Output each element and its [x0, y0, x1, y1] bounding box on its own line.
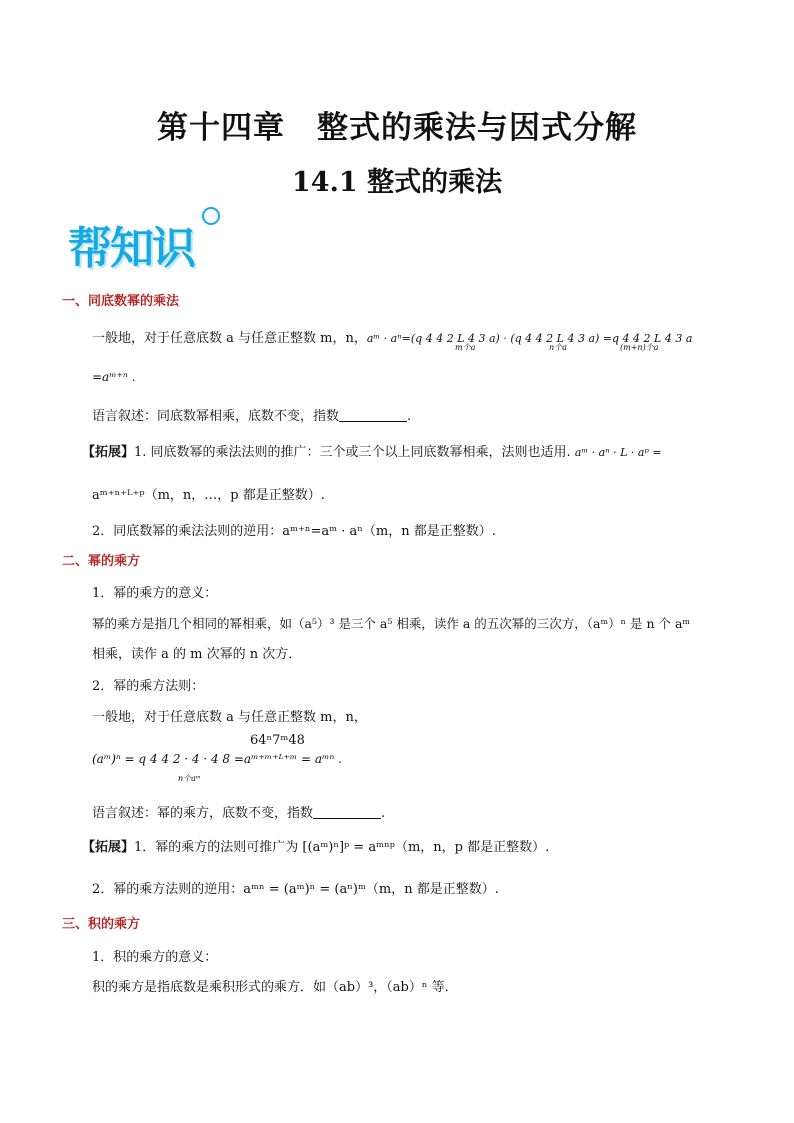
s1-sub-2: n个a — [549, 343, 567, 352]
answer-blank-1[interactable] — [339, 409, 407, 422]
section-heading-2: 二、幂的乘方 — [62, 554, 141, 569]
logo: 帮知识 — [68, 223, 194, 274]
s1-paragraph-3: 语言叙述：同底数幂相乘，底数不变，指数 . — [92, 409, 412, 424]
s1-sub-1: m个a — [455, 343, 476, 352]
s1-paragraph-1: 一般地，对于任意底数 a 与任意正整数 m，n，aᵐ · aⁿ=(q 4 4 2 L 4 3 a) · (q 4 4 2 L 4 3 a) =q 4 4 2 L 4 3 a — [92, 331, 693, 346]
s2-paragraph-5: 一般地，对于任意底数 a 与任意正整数 m，n， — [92, 710, 367, 725]
s1-sub-3: (m+n)个a — [620, 343, 659, 352]
s3-paragraph-2: 积的乘方是指底数是乘积形式的乘方．如（ab）³，（ab）ⁿ 等． — [92, 980, 458, 995]
s2-formula-top: 64ⁿ7ᵐ48 — [250, 733, 305, 748]
s2-paragraph-4: 2．幂的乘方法则： — [92, 679, 205, 694]
section-heading-3: 三、积的乘方 — [62, 917, 141, 932]
s3-paragraph-1: 1．积的乘方的意义： — [92, 950, 218, 965]
s2-paragraph-1: 1．幂的乘方的意义： — [92, 586, 218, 601]
s2-extension-1: 【拓展】1．幂的乘方的法则可推广为 [(aᵐ)ⁿ]ᵖ = aᵐⁿᵖ（m，n，p 都是正整数）. — [82, 840, 550, 855]
s2-paragraph-7: 语言叙述：幂的乘方，底数不变，指数 . — [92, 806, 386, 821]
s1-extension-2: 2．同底数幂的乘法法则的逆用：aᵐ⁺ⁿ=aᵐ · aⁿ（m，n 都是正整数）. — [92, 524, 496, 539]
s2-paragraph-3: 相乘，读作 a 的 m 次幂的 n 次方． — [92, 647, 302, 662]
s2-extension-2: 2．幂的乘方法则的逆用：aᵐⁿ = (aᵐ)ⁿ = (aⁿ)ᵐ（m，n 都是正整数）. — [92, 882, 499, 897]
s1-extension-1b: aᵐ⁺ⁿ⁺ᴸ⁺ᵖ（m，n，…，p 都是正整数）. — [92, 488, 325, 503]
section-heading-1: 一、同底数幂的乘法 — [62, 294, 180, 309]
section-title: 14.1 整式的乘法 — [291, 167, 503, 198]
s1-extension-1: 【拓展】1. 同底数幂的乘法法则的推广：三个或三个以上同底数幂相乘，法则也适用. aᵐ · aⁿ · L · aᵖ = — [82, 445, 662, 460]
s1-paragraph-2: =aᵐ⁺ⁿ . — [92, 370, 136, 384]
s2-paragraph-2: 幂的乘方是指几个相同的幂相乘，如（a⁵）³ 是三个 a⁵ 相乘，读作 a 的五次幂的三次方，（aᵐ）ⁿ 是 n 个 aᵐ — [92, 616, 691, 631]
chapter-title: 第十四章 整式的乘法与因式分解 — [157, 110, 637, 146]
logo-bubble-icon — [202, 207, 220, 225]
s2-formula: (aᵐ)ⁿ = q 4 4 2 · 4 · 4 8 =aᵐ⁺ᵐ⁺ᴸ⁺ᵐ = aᵐⁿ . — [92, 752, 342, 766]
answer-blank-2[interactable] — [313, 806, 381, 819]
s2-formula-sub: n个aᵐ — [178, 774, 201, 783]
